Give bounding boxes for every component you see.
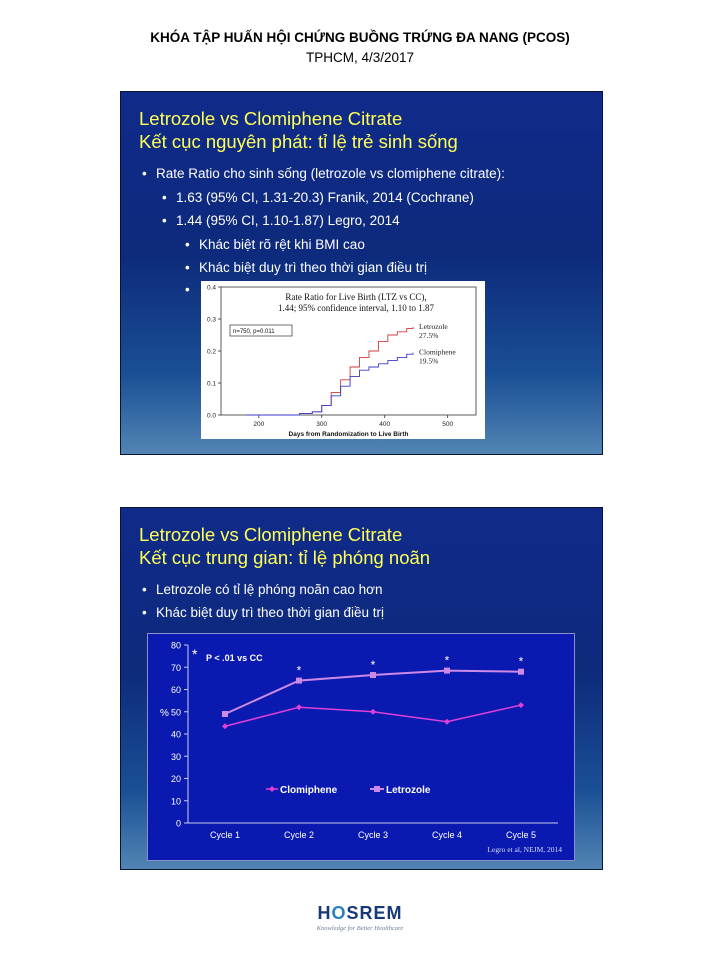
series-line-clomiphene bbox=[225, 705, 521, 726]
slide-2-title-line1: Letrozole vs Clomiphene Citrate bbox=[139, 524, 403, 545]
x-tick-label: Cycle 4 bbox=[431, 830, 463, 840]
y-tick-label: 0.1 bbox=[206, 380, 216, 388]
data-point-letrozole bbox=[518, 669, 524, 675]
bullet-franik: • 1.63 (95% CI, 1.31-20.3) Franik, 2014 (Cochrane) bbox=[176, 190, 474, 205]
source-citation: Legro et al, NEJM, 2014 bbox=[487, 845, 562, 854]
y-tick-label: 0.0 bbox=[206, 412, 216, 420]
significance-note: P < .01 vs CC bbox=[206, 653, 263, 663]
data-point-clomiphene bbox=[370, 709, 376, 715]
series-value-letrozole: 27.5% bbox=[419, 331, 439, 340]
logo-o-icon: O bbox=[331, 903, 347, 923]
data-point-letrozole bbox=[370, 672, 376, 678]
significance-asterisk: * bbox=[444, 653, 450, 668]
legend-marker-clomiphene bbox=[269, 786, 275, 792]
significance-asterisk: * bbox=[296, 663, 302, 678]
y-tick-label: 60 bbox=[170, 685, 181, 695]
x-tick-label: 200 bbox=[253, 421, 265, 428]
legend-label-clomiphene: Clomiphene bbox=[280, 785, 338, 796]
data-point-clomiphene bbox=[444, 719, 450, 725]
bullet-duration: • Khác biệt duy trì theo thời gian điều trị bbox=[199, 260, 427, 275]
bullet-bmi: • Khác biệt rõ rệt khi BMI cao bbox=[199, 237, 365, 252]
x-tick-label: Cycle 2 bbox=[283, 830, 315, 840]
series-line-letrozole bbox=[246, 327, 413, 415]
y-tick-label: 0.3 bbox=[206, 316, 216, 324]
y-tick-label: 50 bbox=[170, 707, 181, 718]
ovulation-chart-panel bbox=[147, 633, 575, 861]
chart-title: Rate Ratio for Live Birth (LTZ vs CC), bbox=[285, 292, 427, 302]
bullet-ovulation-duration: • Khác biệt duy trì theo thời gian điều trị bbox=[156, 605, 384, 620]
bullet-legro: • 1.44 (95% CI, 1.10-1.87) Legro, 2014 bbox=[176, 213, 400, 228]
live-birth-figure bbox=[201, 281, 485, 439]
y-tick-label: 20 bbox=[170, 774, 181, 784]
x-tick-label: Cycle 5 bbox=[505, 830, 537, 840]
y-tick-label: 40 bbox=[170, 729, 181, 740]
slide-2-title-line2: Kết cục trung gian: tỉ lệ phóng noãn bbox=[139, 547, 431, 568]
slide-1-title-line1: Letrozole vs Clomiphene Citrate bbox=[139, 108, 403, 129]
annotation-text: n=750, p=0.011 bbox=[233, 329, 275, 335]
y-tick-label: 70 bbox=[170, 662, 181, 673]
y-tick-label: 0.4 bbox=[206, 284, 216, 292]
y-tick-label: 30 bbox=[170, 751, 181, 762]
legend-marker-letrozole bbox=[374, 786, 380, 792]
course-title: KHÓA TẬP HUẤN HỘI CHỨNG BUỒNG TRỨNG ĐA NANG (PCOS) bbox=[150, 30, 570, 45]
chart-subtitle: 1.44; 95% confidence interval, 1.10 to 1.87 bbox=[278, 303, 434, 313]
data-point-clomiphene bbox=[222, 723, 228, 729]
bullet-ovulation: • Letrozole có tỉ lệ phóng noãn cao hơn bbox=[156, 582, 383, 597]
x-tick-label: 400 bbox=[379, 421, 391, 428]
series-line-clomiphene bbox=[246, 353, 413, 415]
x-tick-label: Cycle 1 bbox=[209, 830, 241, 840]
data-point-letrozole bbox=[444, 668, 450, 674]
hosrem-tagline: Knowledge for Better Healthcare bbox=[316, 925, 404, 932]
series-value-clomiphene: 19.5% bbox=[419, 356, 439, 366]
y-tick-label: 10 bbox=[170, 796, 181, 807]
live-birth-chart bbox=[201, 281, 485, 439]
data-point-clomiphene bbox=[518, 702, 524, 708]
data-point-letrozole bbox=[222, 711, 228, 717]
hosrem-logo bbox=[0, 903, 720, 924]
ovulation-chart bbox=[148, 634, 574, 860]
series-label-letrozole: Letrozole bbox=[419, 322, 448, 331]
slide-2 bbox=[120, 507, 603, 870]
series-label-clomiphene: Clomiphene bbox=[419, 347, 456, 357]
y-axis-label: % bbox=[160, 708, 169, 720]
slide-1 bbox=[120, 91, 603, 455]
y-tick-label: 0.2 bbox=[206, 348, 216, 356]
y-tick-label: 80 bbox=[170, 640, 181, 651]
x-tick-label: 300 bbox=[316, 421, 328, 428]
location-date: TPHCM, 4/3/2017 bbox=[305, 50, 415, 65]
x-tick-label: 500 bbox=[442, 421, 454, 428]
logo-text-srem: SREM bbox=[346, 903, 403, 923]
data-point-letrozole bbox=[296, 678, 302, 684]
slide-1-title-line2: Kết cục nguyên phát: tỉ lệ trẻ sinh sống bbox=[139, 131, 458, 152]
significance-asterisk: * bbox=[518, 654, 524, 669]
y-tick-label: 0 bbox=[175, 818, 181, 829]
significance-asterisk: * bbox=[370, 658, 376, 673]
x-axis-label: Days from Randomization to Live Birth bbox=[288, 431, 409, 438]
x-tick-label: Cycle 3 bbox=[357, 830, 389, 840]
legend-label-letrozole: Letrozole bbox=[386, 785, 431, 796]
bullet-rate-ratio: • Rate Ratio cho sinh sống (letrozole vs clomiphene citrate): bbox=[156, 166, 505, 181]
significance-marker-key: * bbox=[192, 646, 198, 662]
data-point-clomiphene bbox=[296, 704, 302, 710]
logo-text-h: H bbox=[317, 903, 332, 923]
